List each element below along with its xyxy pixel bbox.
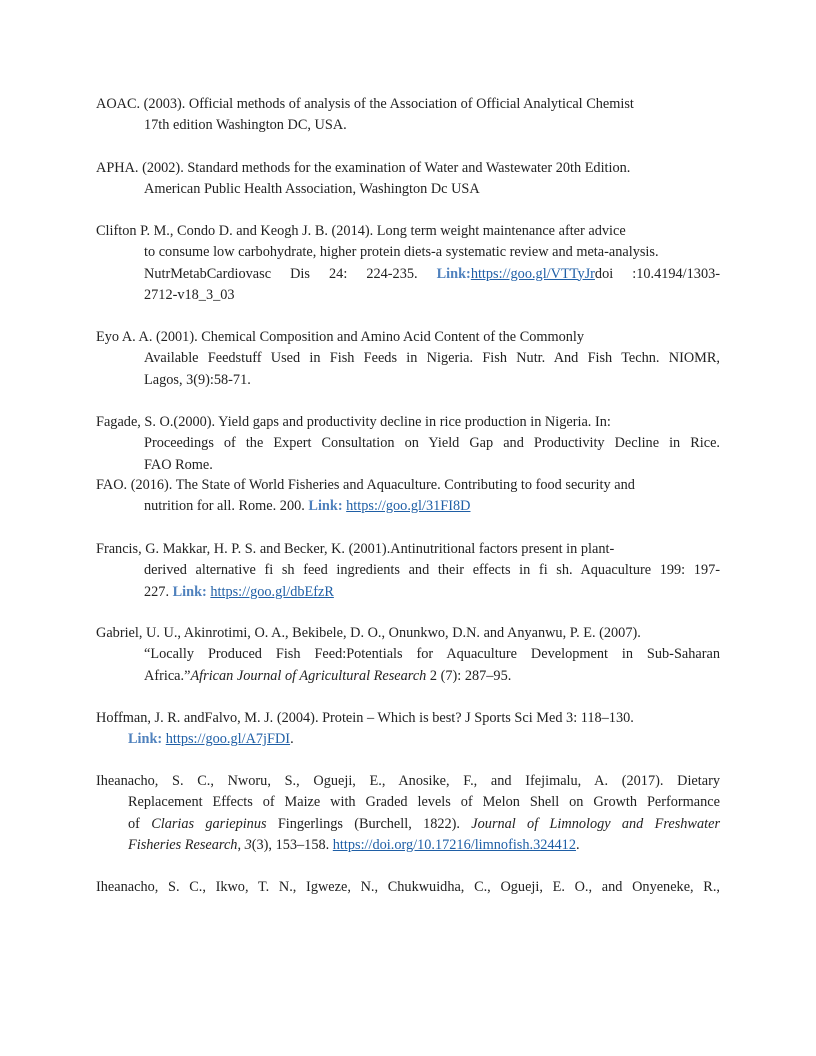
reference-line: Francis, G. Makkar, H. P. S. and Becker, K. (2001).Antinutritional factors present in plant- [96,541,615,557]
reference-line: derived alternative fi sh feed ingredients and their effects in fi sh. Aquaculture 199: 197- [144,562,720,579]
reference-entry [96,412,720,476]
reference-link[interactable]: https://goo.gl/dbEfzR [210,583,334,600]
reference-line: Hoffman, J. R. andFalvo, M. J. (2004). Protein – Which is best? J Sports Sci Med 3: 118–130. [96,710,634,726]
reference-entry [96,327,720,391]
reference-line: Proceedings of the Expert Consultation on Yield Gap and Productivity Decline in Rice. [144,435,720,452]
link-label: Link: [436,265,471,282]
reference-line: Eyo A. A. (2001). Chemical Composition and Amino Acid Content of the Commonly [96,329,585,345]
reference-entry [96,475,720,518]
reference-line: FAO Rome. [144,456,213,473]
reference-line: NutrMetabCardiovasc Dis 24: 224-235. Link:https://goo.gl/VTTyJrdoi :10.4194/1303- [144,265,721,282]
reference-line: “Locally Produced Fish Feed:Potentials for Aquaculture Development in Sub-Saharan [144,646,720,663]
reference-line: 2712-v18_3_03 [144,286,235,303]
reference-entry [96,771,720,856]
reference-link[interactable]: https://doi.org/10.17216/limnofish.324412 [332,836,576,853]
reference-entry [96,539,720,603]
reference-line: 17th edition Washington DC, USA. [144,117,347,134]
reference-line: Fagade, S. O.(2000). Yield gaps and productivity decline in rice production in Nigeria. In: [96,414,611,430]
reference-line: APHA. (2002). Standard methods for the examination of Water and Wastewater 20th Edition. [96,160,631,176]
reference-entry [96,877,720,898]
journal-title: Journal of Limnology and Freshwater [471,815,721,832]
reference-line: American Public Health Association, Washington Dc USA [144,181,480,198]
journal-title: African Journal of Agricultural Research [190,667,427,684]
reference-entry [96,94,720,137]
reference-line: Available Feedstuff Used in Fish Feeds in Nigeria. Fish Nutr. And Fish Techn. NIOMR, [144,350,720,367]
reference-line: of Clarias gariepinus Fingerlings (Burchell, 1822). Journal of Limnology and Freshwater [128,815,721,832]
volume: 3 [244,836,252,853]
journal-title: Fisheries Research [128,836,238,853]
reference-line: AOAC. (2003). Official methods of analysis of the Association of Official Analytical Chemist [96,96,634,112]
reference-link[interactable]: https://goo.gl/VTTyJr [470,265,595,282]
link-label: Link: [308,498,343,515]
reference-line: 227. Link: https://goo.gl/dbEfzR [144,583,334,600]
reference-line: Iheanacho, S. C., Ikwo, T. N., Igweze, N., Chukwuidha, C., Ogueji, E. O., and Onyeneke, R., [96,879,720,895]
reference-line: Iheanacho, S. C., Nworu, S., Ogueji, E., Anosike, F., and Ifejimalu, A. (2017). Dietary [96,773,720,789]
reference-entry [96,221,720,306]
link-label: Link: [128,731,163,748]
reference-line: Gabriel, U. U., Akinrotimi, O. A., Bekibele, D. O., Onunkwo, D.N. and Anyanwu, P. E. (2007). [96,625,641,641]
reference-link[interactable]: https://goo.gl/A7jFDI [165,731,291,748]
reference-line: Replacement Effects of Maize with Graded levels of Melon Shell on Growth Performance [128,794,720,811]
reference-entry [96,158,720,201]
species-name: Clarias gariepinus [151,815,267,832]
reference-line: Fisheries Research, 3(3), 153–158. https://doi.org/10.17216/limnofish.324412. [128,836,580,853]
reference-entry [96,623,720,687]
reference-entry [96,708,720,751]
reference-line: Link: https://goo.gl/A7jFDI. [128,731,294,748]
reference-link[interactable]: https://goo.gl/31FI8D [346,498,471,515]
link-label: Link: [172,583,207,600]
reference-line: FAO. (2016). The State of World Fisheries and Aquaculture. Contributing to food security and [96,477,635,493]
reference-line: Clifton P. M., Condo D. and Keogh J. B. (2014). Long term weight maintenance after advice [96,223,626,239]
reference-line: nutrition for all. Rome. 200. Link: https://goo.gl/31FI8D [144,498,471,515]
reference-line: Lagos, 3(9):58-71. [144,371,251,388]
reference-line: to consume low carbohydrate, higher protein diets-a systematic review and meta-analysis. [144,244,659,261]
reference-line: Africa.”African Journal of Agricultural Research 2 (7): 287–95. [144,667,512,684]
